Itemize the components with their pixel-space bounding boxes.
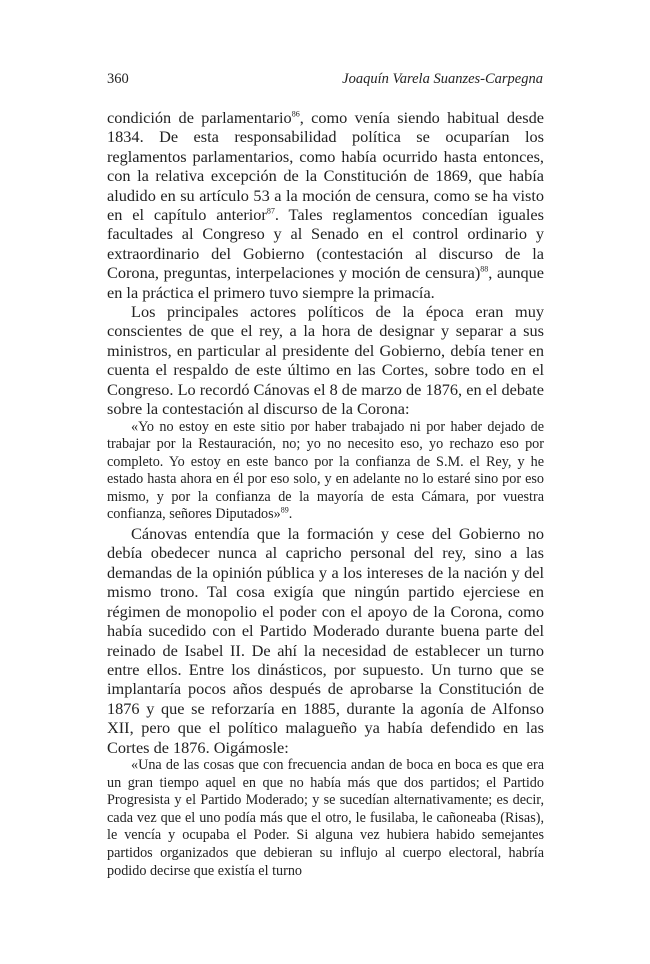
footnote-ref-86[interactable]: 86 — [291, 109, 300, 119]
paragraph-text: . Tales reglamentos concedían iguales facultades al Congreso y al Senado en el control ordinario y extraordinario del Gobierno (contestación al discurso de la Corona, preguntas, interpelaciones y moción de censura) — [107, 205, 544, 283]
paragraph-text: , como venía siendo habitual desde 1834. De esta responsabilidad política se ocuparían los reglamentos parlamentarios, como había ocurrido hasta entonces, con la relativa excepción de la Constitución de 1869, que había aludido en su artículo 53 a la moción de censura, como se ha visto en el capítulo anterior — [107, 108, 544, 225]
page-header — [107, 71, 543, 88]
paragraph-1 — [107, 108, 544, 302]
block-quote-turno: «Una de las cosas que con frecuencia andan de boca en boca es que era un gran tiempo aquel en que no había más que dos partidos; el Partido Progresista y el Partido Moderado; y se sucedían alternativamente; es decir, cada vez que el uno podía más que el otro, le fusilaba, le cañoneaba (Risas), le vencía y ocupaba el Poder. Si alguna vez hubiera habido semejantes partidos organizados que debieran su influjo al cuerpo electoral, habría podido decirse que existía el turno — [107, 756, 544, 879]
paragraph-text: , aunque en la práctica el primero tuvo siempre la primacía. — [107, 263, 544, 302]
body-text — [107, 108, 544, 880]
footnote-ref-87[interactable]: 87 — [266, 206, 275, 216]
running-head: Joaquín Varela Suanzes-Carpegna — [342, 71, 543, 87]
paragraph-text: condición de parlamentario — [107, 108, 292, 127]
quote-end: . — [288, 506, 293, 523]
paragraph-2: Los principales actores políticos de la época eran muy conscientes de que el rey, a la hora de designar y separar a sus ministros, en particular al presidente del Gobierno, debía tener en cuenta el respaldo de este último en las Cortes, sobre todo en el Congreso. Lo recordó Cánovas el 8 de marzo de 1876, en el debate sobre la contestación al discurso de la Corona: — [107, 302, 544, 419]
quote-text: «Yo no estoy en este sitio por haber trabajado ni por haber dejado de trabajar por la Restauración, no; yo no necesito eso, yo rechazo eso por completo. Yo estoy en este banco por la confianza de S.M. el Rey, y he estado hasta ahora en él por eso solo, y en adelante no lo estaré sino por eso mismo, y por la confianza de la mayoría de esta Cámara, por vuestra confianza, señores Diputados» — [107, 418, 544, 523]
footnote-ref-89[interactable]: 89 — [280, 505, 289, 515]
footnote-ref-88[interactable]: 88 — [480, 264, 489, 274]
block-quote-canovas-1876 — [107, 419, 544, 525]
page-number: 360 — [107, 71, 129, 87]
paragraph-3: Cánovas entendía que la formación y cese del Gobierno no debía obedecer nunca al capricho personal del rey, sino a las demandas de la opinión pública y a los intereses de la nación y del mismo trono. Tal cosa exigía que ningún partido ejerciese en régimen de monopolio el poder con el apoyo de la Corona, como había sucedido con el Partido Moderado durante buena parte del reinado de Isabel II. De ahí la necesidad de establecer un turno entre ellos. Entre los dinásticos, por supuesto. Un turno que se implantaría pocos años después de aprobarse la Constitución de 1876 y que se reforzaría en 1885, durante la agonía de Alfonso XII, pero que el político malagueño ya había defendido en las Cortes de 1876. Oigámosle: — [107, 524, 544, 757]
